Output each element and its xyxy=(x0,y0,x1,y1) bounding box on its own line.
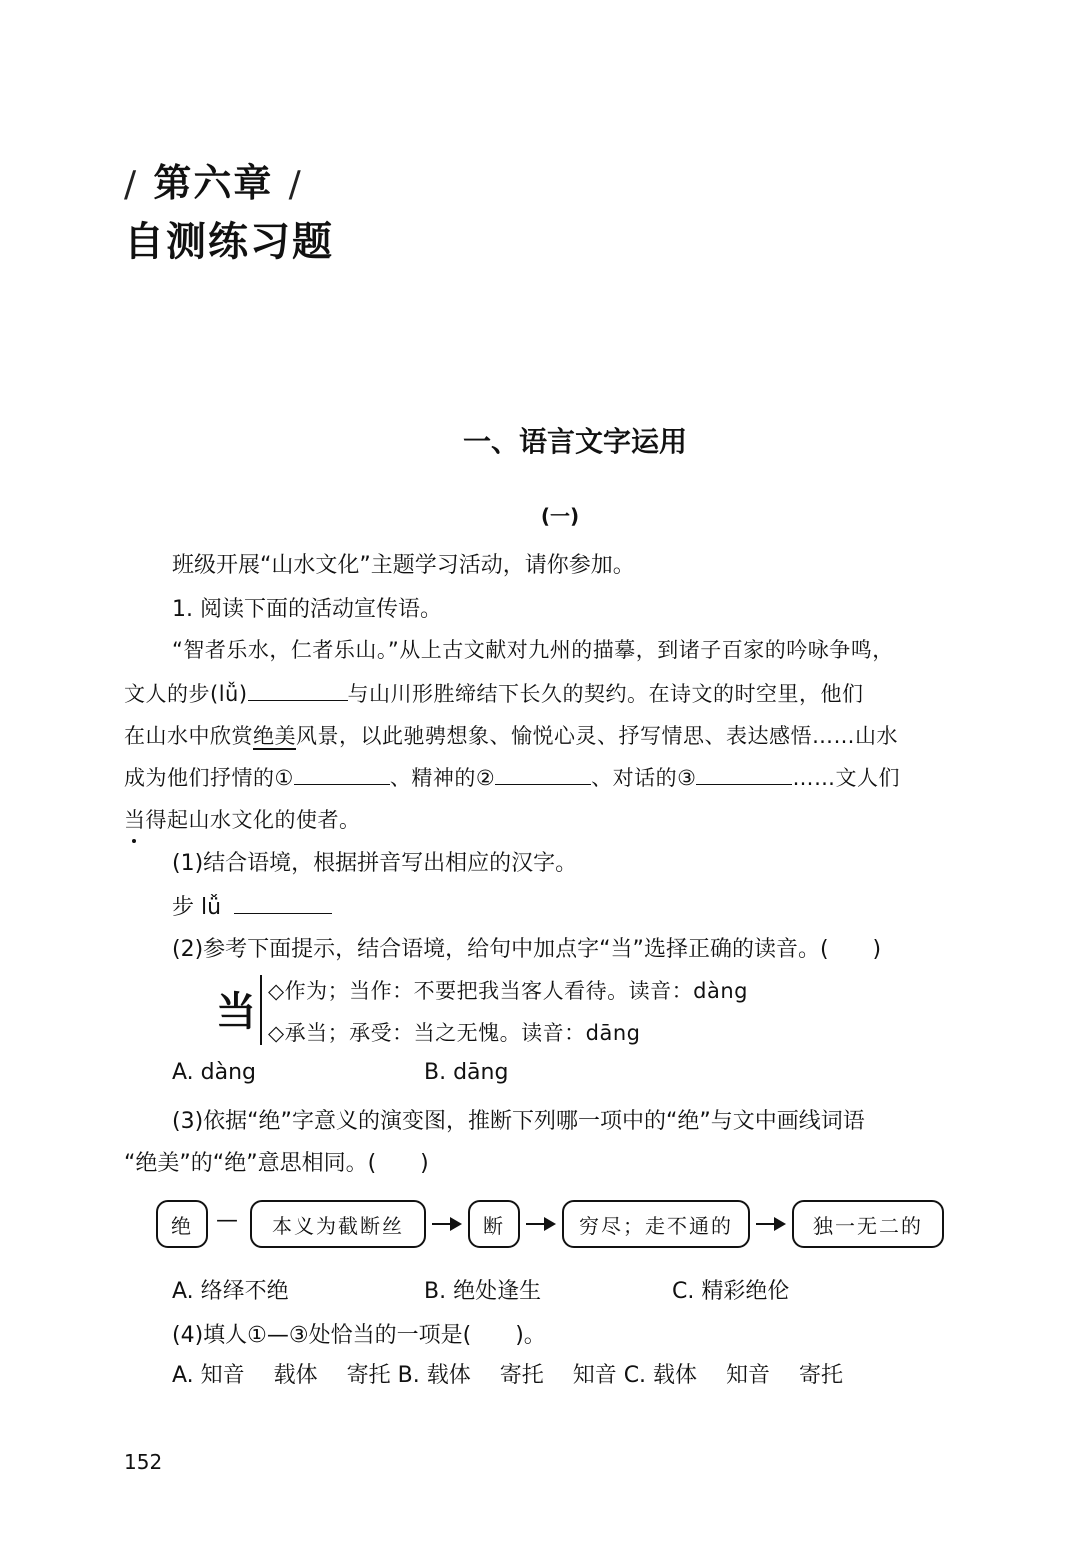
sub-question-4-options[interactable]: A. 知音 载体 寄托 B. 载体 寄托 知音 C. 载体 知音 寄托 xyxy=(172,1363,844,1388)
passage-line-3 xyxy=(124,720,898,750)
underlined-word: 绝美 xyxy=(253,724,296,748)
hint-character: 当 xyxy=(216,989,256,1035)
passage-line-1: “智者乐水，仁者乐山。”从上古文献对九州的描摹，到诸子百家的吟咏争鸣， xyxy=(172,638,894,662)
option-b[interactable]: B. dāng xyxy=(424,1060,509,1085)
diagram-arrow xyxy=(756,1223,774,1225)
diagram-arrow-head xyxy=(450,1217,462,1231)
passage-line-4 xyxy=(124,762,900,792)
sub-question-1: (1)结合语境，根据拼音写出相应的汉字。 xyxy=(172,851,578,876)
chapter-title: 第六章 xyxy=(153,161,274,205)
sub-question-3-line-1: (3)依据“绝”字意义的演变图，推断下列哪一项中的“绝”与文中画线词语 xyxy=(172,1109,865,1134)
sub-question-1-answer xyxy=(172,890,332,921)
slash-right: / xyxy=(288,164,303,205)
passage-text: 得起山水文化的使者。 xyxy=(145,808,361,832)
diagram-node-exhausted: 穷尽；走不通的 xyxy=(562,1200,750,1248)
diagram-arrow-head xyxy=(774,1217,786,1231)
part-title: (一) xyxy=(540,504,580,528)
passage-text: 在山水中欣赏 xyxy=(124,724,253,748)
option-a[interactable]: A. 络绎不绝 xyxy=(172,1279,289,1304)
diagram-arrow xyxy=(432,1223,450,1225)
sub-question-3-line-2: “绝美”的“绝”意思相同。( ) xyxy=(124,1151,429,1176)
answer-blank[interactable] xyxy=(234,891,332,914)
passage-text: 风景，以此驰骋想象、愉悦心灵、抒写情思、表达感悟……山水 xyxy=(296,724,898,748)
diagram-dash: — xyxy=(216,1208,238,1233)
hint-line-1: ◇作为；当作：不要把我当客人看待。读音：dàng xyxy=(268,979,748,1003)
passage-text: 与山川形胜缔结下长久的契约。在诗文的时空里，他们 xyxy=(347,682,864,706)
diagram-root-node: 绝 xyxy=(156,1200,208,1248)
passage-text: 、对话的③ xyxy=(591,766,697,790)
section-title: 一、语言文字运用 xyxy=(462,425,687,458)
option-a[interactable]: A. dàng xyxy=(172,1060,257,1085)
dotted-character: 当 xyxy=(124,804,146,834)
diagram-arrow-head xyxy=(544,1217,556,1231)
passage-text: 成为他们抒情的① xyxy=(124,766,294,790)
answer-blank[interactable] xyxy=(248,678,348,701)
passage-line-2 xyxy=(124,678,864,708)
answer-blank-2[interactable] xyxy=(495,762,591,785)
answer-blank-3[interactable] xyxy=(696,762,792,785)
chapter-heading xyxy=(124,152,303,207)
option-b[interactable]: B. 绝处逢生 xyxy=(424,1279,542,1304)
diagram-node-original-meaning: 本义为截断丝 xyxy=(250,1200,426,1248)
passage-line-5 xyxy=(124,804,361,834)
pinyin-prompt: 步 lǚ xyxy=(172,895,222,920)
slash-left: / xyxy=(124,164,139,205)
diagram-node-break: 断 xyxy=(468,1200,520,1248)
intro-text: 班级开展“山水文化”主题学习活动，请你参加。 xyxy=(172,553,635,578)
sub-question-2: (2)参考下面提示，结合语境，给句中加点字“当”选择正确的读音。( ) xyxy=(172,937,882,962)
page-number: 152 xyxy=(124,1450,163,1474)
answer-blank-1[interactable] xyxy=(294,762,390,785)
diagram-node-unique: 独一无二的 xyxy=(792,1200,944,1248)
diagram-arrow xyxy=(526,1223,544,1225)
option-c[interactable]: C. 精彩绝伦 xyxy=(672,1279,790,1304)
sub-question-4: (4)填人①—③处恰当的一项是( )。 xyxy=(172,1323,546,1348)
passage-text: ……文人们 xyxy=(792,766,900,790)
passage-text: 文人的步(lǚ) xyxy=(124,682,248,706)
passage-text: 、精神的② xyxy=(389,766,496,790)
hint-line-2: ◇承当；承受：当之无愧。读音：dāng xyxy=(268,1021,641,1045)
question-1-title: 1. 阅读下面的活动宣传语。 xyxy=(172,597,442,622)
page-subtitle: 自测练习题 xyxy=(124,219,334,265)
hint-bracket xyxy=(260,975,262,1045)
